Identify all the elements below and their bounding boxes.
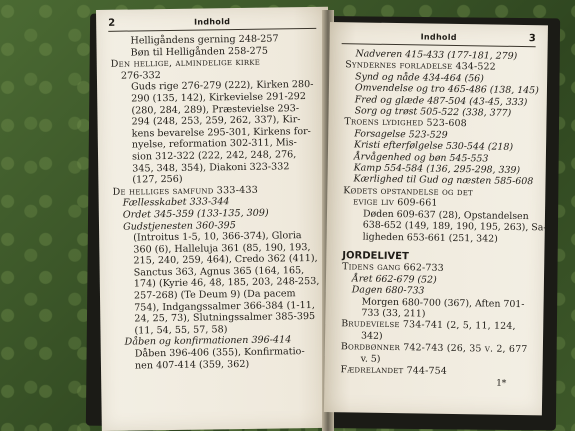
toc-line: Døden 609-637 (28), Opstandelsen — [362, 208, 529, 222]
toc-line: Bøn til Helligånden 258-275 — [130, 45, 268, 59]
toc-line: Omvendelse og tro 465-486 (138, 145) — [354, 82, 539, 97]
toc-line: Gudstjenesten 360-395 — [122, 219, 236, 233]
toc-line: nen 407-414 (359, 362) — [134, 358, 250, 372]
toc-line: 290 (135, 142), Kirkevielse 291-292 — [131, 91, 307, 105]
left-page-number: 2 — [108, 17, 116, 29]
toc-line: Ordet 345-359 (133-135, 309) — [122, 207, 269, 221]
signature-mark: 1* — [496, 378, 507, 389]
left-page-contents — [96, 33, 333, 372]
toc-line: Året 662-679 (52) — [351, 273, 437, 286]
toc-line: ligheden 653-661 (251, 342) — [362, 231, 498, 245]
toc-line: 215, 240, 259, 464), Credo 362 (411), — [133, 253, 318, 267]
toc-line: Brudevielse 734-741 (2, 5, 11, 124, — [341, 318, 516, 333]
toc-line: JORDELIVET — [342, 250, 409, 263]
toc-line: 733 (33, 211) — [361, 307, 426, 320]
toc-line: Troens lydighed 523-608 — [344, 116, 467, 130]
left-page — [96, 7, 334, 431]
toc-line: 24, 25, 73), Slutningssalmer 385-395 — [134, 311, 316, 325]
toc-line: Fred og glæde 487-504 (43-45, 333) — [354, 94, 528, 108]
toc-line: (280, 284, 289), Præstevielse 293- — [131, 102, 300, 117]
toc-line: 174) (Kyrie 46, 48, 185, 203, 248-253, — [133, 276, 320, 290]
toc-line: Helligåndens gerning 248-257 — [130, 33, 279, 47]
toc-line: Fællesskabet 333-344 — [122, 196, 230, 209]
toc-line: nyelse, reformation 302-311, Mis- — [131, 137, 297, 151]
toc-line: Kamp 554-584 (136, 295-298, 339) — [353, 162, 521, 177]
toc-line: (127, 256) — [132, 173, 183, 186]
toc-line: v. 5) — [360, 353, 381, 365]
toc-line: Tidens gang 662-733 — [342, 261, 444, 275]
toc-line: Dåben 396-406 (355), Konfirmatio- — [134, 346, 305, 360]
toc-line: evige liv 609-661 — [353, 196, 438, 209]
right-page — [324, 22, 548, 415]
toc-line: 345, 348, 354), Diakoni 323-332 — [132, 160, 290, 175]
right-page-title: Indhold — [420, 32, 457, 42]
right-page-header — [342, 28, 536, 47]
toc-line: Sorg og trøst 505-522 (338, 377) — [354, 105, 512, 119]
toc-line: Dåben og konfirmationen 396-414 — [124, 334, 292, 349]
toc-line: (11, 54, 55, 57, 58) — [134, 324, 228, 337]
toc-line: Dagen 680-733 — [351, 284, 425, 297]
toc-line: Nadveren 415-433 (177-181, 279) — [355, 48, 518, 62]
right-page-number: 3 — [528, 33, 536, 45]
toc-line: Bordbønner 742-743 (26, 35 v. 2, 677 — [340, 341, 528, 356]
toc-line: Den hellige, almindelige kirke — [110, 56, 261, 70]
toc-line: De helliges samfund 333-433 — [112, 184, 259, 198]
toc-line: 294 (248, 253, 259, 262, 337), Kir- — [131, 114, 301, 128]
toc-line: Guds rige 276-279 (222), Kirken 280- — [131, 79, 314, 93]
toc-line: sion 312-322 (222, 242, 248, 276, — [131, 149, 297, 163]
toc-line: Årvågenhed og bøn 545-553 — [353, 151, 489, 165]
toc-line: Kristi efterfølgelse 530-544 (218) — [353, 139, 514, 154]
toc-line: Forsagelse 523-529 — [354, 128, 448, 141]
toc-line: 257-268) (Te Deum 9) (Da pacem — [133, 288, 296, 302]
right-page-contents — [324, 48, 547, 379]
toc-line: 342) — [360, 330, 383, 342]
toc-line: Morgen 680-700 (367), Aften 701- — [361, 296, 525, 310]
toc-line: Fædrelandet 744-754 — [340, 364, 448, 377]
toc-line: (Introitus 1-5, 10, 366-374), Gloria — [133, 230, 302, 244]
toc-line: 638-652 (149, 189, 190, 195, 263), Sa- — [362, 219, 547, 234]
toc-line: Kærlighed til Gud og næsten 585-608 — [353, 173, 534, 188]
toc-line: kens bevarelse 295-301, Kirkens for- — [131, 125, 311, 140]
toc-line: Synd og nåde 434-464 (56) — [355, 71, 484, 85]
toc-line: Syndernes forladelse 434-522 — [345, 59, 496, 74]
left-page-header — [108, 13, 316, 32]
toc-line: Kødets opstandelse og det — [343, 185, 474, 199]
left-page-title: Indhold — [194, 17, 231, 27]
toc-line: 276-332 — [120, 69, 161, 82]
toc-line: Sanctus 363, Agnus 365 (164, 165, — [133, 264, 305, 279]
toc-line: 360 (6), Halleluja 361 (85, 190, 193, — [133, 241, 311, 256]
toc-line: 754), Indgangssalmer 366-384 (1-11, — [134, 299, 315, 314]
